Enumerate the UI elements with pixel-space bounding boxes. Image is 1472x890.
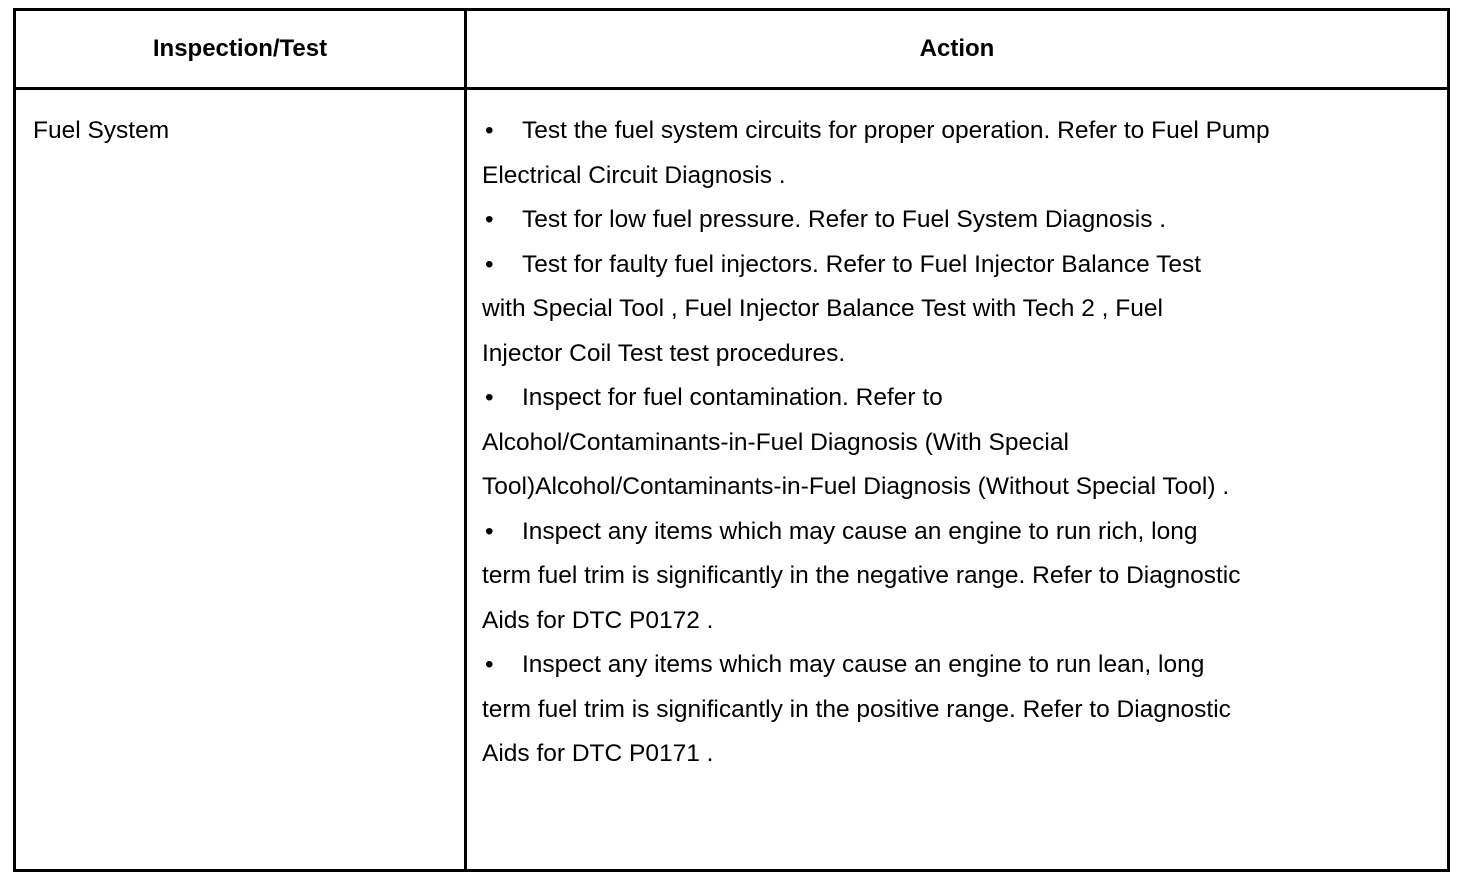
inspection-action-table — [13, 8, 1450, 872]
action-continuation-line — [482, 732, 1402, 777]
action-bullet-item — [482, 109, 1402, 154]
header-action: Action — [919, 35, 995, 62]
action-text: Inspect for fuel contamination. Refer to — [522, 384, 943, 411]
action-continuation-line — [482, 154, 1402, 199]
action-continuation-line — [482, 465, 1402, 510]
header-divider — [16, 87, 1447, 90]
action-continuation-line — [482, 287, 1402, 332]
bullet-icon: • — [485, 117, 494, 144]
action-text: Tool)Alcohol/Contaminants-in-Fuel Diagnosis (Without Special Tool) . — [482, 473, 1230, 500]
action-text: Injector Coil Test test procedures. — [482, 339, 846, 367]
action-text: Aids for DTC P0171 . — [482, 740, 714, 767]
action-text: Electrical Circuit Diagnosis . — [482, 161, 786, 189]
action-bullet-item — [482, 243, 1402, 288]
bullet-icon: • — [485, 250, 494, 278]
action-text: Aids for DTC P0172 . — [482, 606, 714, 634]
bullet-icon: • — [485, 517, 494, 545]
bullet-icon: • — [485, 384, 494, 411]
bullet-icon: • — [485, 206, 494, 233]
action-text: with Special Tool , Fuel Injector Balance Test with Tech 2 , Fuel — [482, 295, 1163, 322]
action-continuation-line — [482, 554, 1402, 599]
action-text: Inspect any items which may cause an engine to run rich, long — [522, 517, 1198, 545]
bullet-icon: • — [485, 651, 494, 678]
action-text: Test the fuel system circuits for proper operation. Refer to Fuel Pump — [522, 117, 1270, 144]
header-inspection-test: Inspection/Test — [152, 35, 328, 62]
action-bullet-item — [482, 643, 1402, 688]
action-bullet-item — [482, 198, 1402, 243]
cell-inspection-fuel-system: Fuel System — [33, 117, 170, 144]
action-continuation-line — [482, 599, 1402, 644]
action-text: Test for faulty fuel injectors. Refer to Fuel Injector Balance Test — [522, 250, 1202, 278]
cell-action-list — [482, 109, 1402, 777]
action-text: term fuel trim is significantly in the negative range. Refer to Diagnostic — [482, 562, 1241, 589]
action-text: Alcohol/Contaminants-in-Fuel Diagnosis (With Special — [482, 428, 1069, 456]
action-continuation-line — [482, 332, 1402, 377]
action-bullet-item — [482, 376, 1402, 421]
column-divider — [464, 11, 467, 869]
action-continuation-line — [482, 421, 1402, 466]
action-text: Inspect any items which may cause an engine to run lean, long — [522, 651, 1205, 678]
action-continuation-line — [482, 688, 1402, 733]
action-text: Test for low fuel pressure. Refer to Fuel System Diagnosis . — [522, 206, 1167, 233]
action-bullet-item — [482, 510, 1402, 555]
action-text: term fuel trim is significantly in the positive range. Refer to Diagnostic — [482, 695, 1231, 723]
